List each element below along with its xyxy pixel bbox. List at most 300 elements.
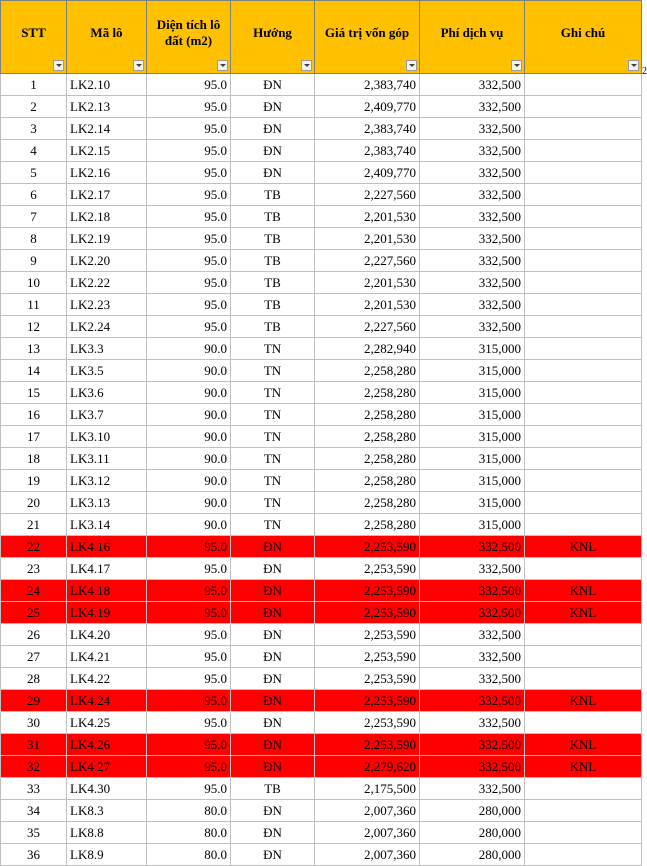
cell-dien-tich[interactable]: 95.0 bbox=[147, 646, 231, 668]
cell-gia-tri[interactable]: 2,007,360 bbox=[315, 800, 420, 822]
cell-stt[interactable]: 36 bbox=[1, 844, 67, 866]
cell-ma-lo[interactable]: LK4.27 bbox=[67, 756, 147, 778]
cell-stt[interactable]: 18 bbox=[1, 448, 67, 470]
cell-gia-tri[interactable]: 2,258,280 bbox=[315, 470, 420, 492]
cell-phi[interactable]: 315,000 bbox=[420, 448, 525, 470]
cell-dien-tich[interactable]: 95.0 bbox=[147, 294, 231, 316]
cell-gia-tri[interactable]: 2,227,560 bbox=[315, 316, 420, 338]
cell-ghi-chu[interactable] bbox=[525, 382, 642, 404]
cell-ma-lo[interactable]: LK2.19 bbox=[67, 228, 147, 250]
cell-huong[interactable]: ĐN bbox=[231, 140, 315, 162]
cell-dien-tich[interactable]: 90.0 bbox=[147, 448, 231, 470]
cell-dien-tich[interactable]: 90.0 bbox=[147, 360, 231, 382]
cell-huong[interactable]: TB bbox=[231, 206, 315, 228]
cell-ghi-chu[interactable] bbox=[525, 558, 642, 580]
cell-huong[interactable]: ĐN bbox=[231, 558, 315, 580]
cell-stt[interactable]: 10 bbox=[1, 272, 67, 294]
cell-gia-tri[interactable]: 2,201,530 bbox=[315, 206, 420, 228]
filter-dropdown-icon[interactable] bbox=[133, 60, 144, 71]
cell-stt[interactable]: 13 bbox=[1, 338, 67, 360]
table-row bbox=[1, 272, 642, 294]
cell-ma-lo[interactable]: LK4.25 bbox=[67, 712, 147, 734]
cell-ghi-chu[interactable] bbox=[525, 822, 642, 844]
cell-dien-tich[interactable]: 95.0 bbox=[147, 250, 231, 272]
cell-stt[interactable]: 32 bbox=[1, 756, 67, 778]
cell-gia-tri[interactable]: 2,409,770 bbox=[315, 96, 420, 118]
cell-stt[interactable]: 19 bbox=[1, 470, 67, 492]
cell-gia-tri[interactable]: 2,253,590 bbox=[315, 558, 420, 580]
cell-phi[interactable]: 332,500 bbox=[420, 162, 525, 184]
cell-ma-lo[interactable]: LK3.3 bbox=[67, 338, 147, 360]
cell-ghi-chu[interactable]: KNL bbox=[525, 734, 642, 756]
cell-stt[interactable]: 2 bbox=[1, 96, 67, 118]
cell-huong[interactable]: TN bbox=[231, 404, 315, 426]
table-row bbox=[1, 448, 642, 470]
cell-dien-tich[interactable]: 95.0 bbox=[147, 668, 231, 690]
cell-gia-tri[interactable]: 2,253,590 bbox=[315, 690, 420, 712]
edge-marker: 2 bbox=[642, 66, 647, 77]
cell-dien-tich[interactable]: 95.0 bbox=[147, 580, 231, 602]
cell-phi[interactable]: 332,500 bbox=[420, 602, 525, 624]
cell-ma-lo[interactable]: LK8.3 bbox=[67, 800, 147, 822]
cell-dien-tich[interactable]: 90.0 bbox=[147, 426, 231, 448]
cell-dien-tich[interactable]: 95.0 bbox=[147, 96, 231, 118]
cell-phi[interactable]: 332,500 bbox=[420, 668, 525, 690]
table-row bbox=[1, 492, 642, 514]
cell-gia-tri[interactable]: 2,258,280 bbox=[315, 448, 420, 470]
cell-phi[interactable]: 315,000 bbox=[420, 514, 525, 536]
cell-huong[interactable]: ĐN bbox=[231, 800, 315, 822]
cell-ma-lo[interactable]: LK3.12 bbox=[67, 470, 147, 492]
cell-huong[interactable]: TN bbox=[231, 492, 315, 514]
cell-phi[interactable]: 332,500 bbox=[420, 140, 525, 162]
cell-dien-tich[interactable]: 95.0 bbox=[147, 316, 231, 338]
filter-dropdown-icon[interactable] bbox=[301, 60, 312, 71]
cell-ghi-chu[interactable] bbox=[525, 712, 642, 734]
cell-phi[interactable]: 332,500 bbox=[420, 778, 525, 800]
cell-stt[interactable]: 4 bbox=[1, 140, 67, 162]
cell-dien-tich[interactable]: 95.0 bbox=[147, 74, 231, 96]
cell-ma-lo[interactable]: LK3.6 bbox=[67, 382, 147, 404]
cell-gia-tri[interactable]: 2,253,590 bbox=[315, 668, 420, 690]
cell-ma-lo[interactable]: LK3.13 bbox=[67, 492, 147, 514]
cell-huong[interactable]: TB bbox=[231, 294, 315, 316]
cell-ma-lo[interactable]: LK4.24 bbox=[67, 690, 147, 712]
table-row bbox=[1, 382, 642, 404]
cell-ghi-chu[interactable] bbox=[525, 470, 642, 492]
cell-phi[interactable]: 332,500 bbox=[420, 580, 525, 602]
cell-ma-lo[interactable]: LK3.11 bbox=[67, 448, 147, 470]
header-ghi-chu bbox=[525, 1, 642, 74]
cell-phi[interactable]: 332,500 bbox=[420, 96, 525, 118]
cell-phi[interactable]: 280,000 bbox=[420, 822, 525, 844]
cell-ghi-chu[interactable] bbox=[525, 778, 642, 800]
cell-ma-lo[interactable]: LK2.16 bbox=[67, 162, 147, 184]
cell-stt[interactable]: 5 bbox=[1, 162, 67, 184]
table-row bbox=[1, 558, 642, 580]
cell-ma-lo[interactable]: LK4.17 bbox=[67, 558, 147, 580]
cell-ghi-chu[interactable] bbox=[525, 448, 642, 470]
cell-ghi-chu[interactable] bbox=[525, 316, 642, 338]
cell-ma-lo[interactable]: LK4.26 bbox=[67, 734, 147, 756]
cell-huong[interactable]: TN bbox=[231, 448, 315, 470]
cell-phi[interactable]: 332,500 bbox=[420, 316, 525, 338]
cell-stt[interactable]: 27 bbox=[1, 646, 67, 668]
cell-huong[interactable]: TN bbox=[231, 382, 315, 404]
cell-ghi-chu[interactable] bbox=[525, 338, 642, 360]
cell-stt[interactable]: 7 bbox=[1, 206, 67, 228]
cell-huong[interactable]: ĐN bbox=[231, 624, 315, 646]
cell-stt[interactable]: 14 bbox=[1, 360, 67, 382]
cell-phi[interactable]: 332,500 bbox=[420, 756, 525, 778]
cell-stt[interactable]: 6 bbox=[1, 184, 67, 206]
cell-gia-tri[interactable]: 2,253,590 bbox=[315, 624, 420, 646]
cell-huong[interactable]: TB bbox=[231, 316, 315, 338]
filter-dropdown-icon[interactable] bbox=[628, 60, 639, 71]
cell-dien-tich[interactable]: 95.0 bbox=[147, 272, 231, 294]
table-row bbox=[1, 690, 642, 712]
cell-stt[interactable]: 31 bbox=[1, 734, 67, 756]
cell-gia-tri[interactable]: 2,258,280 bbox=[315, 514, 420, 536]
cell-stt[interactable]: 3 bbox=[1, 118, 67, 140]
cell-huong[interactable]: TN bbox=[231, 470, 315, 492]
header-huong bbox=[231, 1, 315, 74]
cell-ma-lo[interactable]: LK4.22 bbox=[67, 668, 147, 690]
cell-phi[interactable]: 332,500 bbox=[420, 206, 525, 228]
filter-dropdown-icon[interactable] bbox=[217, 60, 228, 71]
cell-ghi-chu[interactable]: KNL bbox=[525, 580, 642, 602]
filter-dropdown-icon[interactable] bbox=[53, 60, 64, 71]
cell-gia-tri[interactable]: 2,258,280 bbox=[315, 404, 420, 426]
cell-dien-tich[interactable]: 95.0 bbox=[147, 118, 231, 140]
cell-huong[interactable]: TN bbox=[231, 338, 315, 360]
cell-dien-tich[interactable]: 90.0 bbox=[147, 514, 231, 536]
cell-phi[interactable]: 315,000 bbox=[420, 426, 525, 448]
cell-phi[interactable]: 315,000 bbox=[420, 492, 525, 514]
cell-ghi-chu[interactable] bbox=[525, 800, 642, 822]
cell-dien-tich[interactable]: 80.0 bbox=[147, 844, 231, 866]
cell-gia-tri[interactable]: 2,253,590 bbox=[315, 536, 420, 558]
cell-stt[interactable]: 1 bbox=[1, 74, 67, 96]
cell-dien-tich[interactable]: 95.0 bbox=[147, 558, 231, 580]
cell-ma-lo[interactable]: LK4.18 bbox=[67, 580, 147, 602]
cell-stt[interactable]: 35 bbox=[1, 822, 67, 844]
cell-gia-tri[interactable]: 2,253,590 bbox=[315, 734, 420, 756]
cell-phi[interactable]: 332,500 bbox=[420, 712, 525, 734]
cell-gia-tri[interactable]: 2,007,360 bbox=[315, 822, 420, 844]
cell-gia-tri[interactable]: 2,282,940 bbox=[315, 338, 420, 360]
cell-ghi-chu[interactable] bbox=[525, 844, 642, 866]
cell-huong[interactable]: ĐN bbox=[231, 162, 315, 184]
cell-gia-tri[interactable]: 2,175,500 bbox=[315, 778, 420, 800]
header-gia-tri-label: Giá trị vốn góp bbox=[324, 25, 410, 40]
cell-ghi-chu[interactable] bbox=[525, 404, 642, 426]
cell-ma-lo[interactable]: LK3.5 bbox=[67, 360, 147, 382]
header-ma-lo-label: Mã lô bbox=[90, 25, 123, 40]
cell-ghi-chu[interactable] bbox=[525, 118, 642, 140]
cell-gia-tri[interactable]: 2,201,530 bbox=[315, 228, 420, 250]
cell-gia-tri[interactable]: 2,258,280 bbox=[315, 382, 420, 404]
cell-gia-tri[interactable]: 2,227,560 bbox=[315, 250, 420, 272]
cell-ma-lo[interactable]: LK2.17 bbox=[67, 184, 147, 206]
cell-ma-lo[interactable]: LK2.23 bbox=[67, 294, 147, 316]
cell-dien-tich[interactable]: 95.0 bbox=[147, 228, 231, 250]
cell-ghi-chu[interactable] bbox=[525, 74, 642, 96]
cell-ghi-chu[interactable] bbox=[525, 294, 642, 316]
cell-gia-tri[interactable]: 2,383,740 bbox=[315, 118, 420, 140]
cell-ma-lo[interactable]: LK4.21 bbox=[67, 646, 147, 668]
cell-gia-tri[interactable]: 2,253,590 bbox=[315, 580, 420, 602]
cell-gia-tri[interactable]: 2,201,530 bbox=[315, 272, 420, 294]
cell-dien-tich[interactable]: 95.0 bbox=[147, 206, 231, 228]
cell-phi[interactable]: 280,000 bbox=[420, 844, 525, 866]
cell-gia-tri[interactable]: 2,007,360 bbox=[315, 844, 420, 866]
cell-phi[interactable]: 332,500 bbox=[420, 74, 525, 96]
cell-phi[interactable]: 332,500 bbox=[420, 118, 525, 140]
cell-ma-lo[interactable]: LK4.19 bbox=[67, 602, 147, 624]
header-gia-tri bbox=[315, 1, 420, 74]
cell-phi[interactable]: 315,000 bbox=[420, 404, 525, 426]
cell-ghi-chu[interactable]: KNL bbox=[525, 756, 642, 778]
cell-ghi-chu[interactable] bbox=[525, 228, 642, 250]
header-stt bbox=[1, 1, 67, 74]
table-row bbox=[1, 250, 642, 272]
cell-dien-tich[interactable]: 95.0 bbox=[147, 712, 231, 734]
table-row bbox=[1, 316, 642, 338]
cell-phi[interactable]: 332,500 bbox=[420, 646, 525, 668]
cell-phi[interactable]: 315,000 bbox=[420, 470, 525, 492]
header-dien-tich-line1: Diện tích lô bbox=[156, 17, 221, 32]
cell-phi[interactable]: 315,000 bbox=[420, 360, 525, 382]
cell-huong[interactable]: TB bbox=[231, 778, 315, 800]
cell-huong[interactable]: ĐN bbox=[231, 822, 315, 844]
table-row bbox=[1, 140, 642, 162]
table-row bbox=[1, 360, 642, 382]
cell-stt[interactable]: 9 bbox=[1, 250, 67, 272]
table-row bbox=[1, 624, 642, 646]
cell-ghi-chu[interactable] bbox=[525, 250, 642, 272]
cell-dien-tich[interactable]: 95.0 bbox=[147, 140, 231, 162]
table-row bbox=[1, 118, 642, 140]
header-ma-lo bbox=[67, 1, 147, 74]
cell-gia-tri[interactable]: 2,258,280 bbox=[315, 426, 420, 448]
table-row bbox=[1, 162, 642, 184]
cell-stt[interactable]: 11 bbox=[1, 294, 67, 316]
table-row bbox=[1, 712, 642, 734]
cell-huong[interactable]: ĐN bbox=[231, 96, 315, 118]
cell-dien-tich[interactable]: 90.0 bbox=[147, 338, 231, 360]
cell-stt[interactable]: 29 bbox=[1, 690, 67, 712]
cell-gia-tri[interactable]: 2,227,560 bbox=[315, 184, 420, 206]
table-row bbox=[1, 844, 642, 866]
cell-stt[interactable]: 20 bbox=[1, 492, 67, 514]
cell-dien-tich[interactable]: 80.0 bbox=[147, 800, 231, 822]
cell-ma-lo[interactable]: LK2.20 bbox=[67, 250, 147, 272]
cell-huong[interactable]: TN bbox=[231, 426, 315, 448]
filter-dropdown-icon[interactable] bbox=[511, 60, 522, 71]
cell-stt[interactable]: 30 bbox=[1, 712, 67, 734]
cell-huong[interactable]: ĐN bbox=[231, 536, 315, 558]
cell-phi[interactable]: 332,500 bbox=[420, 558, 525, 580]
cell-dien-tich[interactable]: 95.0 bbox=[147, 778, 231, 800]
cell-dien-tich[interactable]: 90.0 bbox=[147, 404, 231, 426]
cell-phi[interactable]: 332,500 bbox=[420, 536, 525, 558]
cell-stt[interactable]: 25 bbox=[1, 602, 67, 624]
table-row bbox=[1, 426, 642, 448]
cell-phi[interactable]: 315,000 bbox=[420, 338, 525, 360]
cell-dien-tich[interactable]: 90.0 bbox=[147, 382, 231, 404]
cell-huong[interactable]: ĐN bbox=[231, 118, 315, 140]
cell-gia-tri[interactable]: 2,383,740 bbox=[315, 140, 420, 162]
header-dien-tich-line2: đất (m2) bbox=[164, 33, 213, 48]
cell-huong[interactable]: ĐN bbox=[231, 580, 315, 602]
cell-ma-lo[interactable]: LK2.24 bbox=[67, 316, 147, 338]
cell-ma-lo[interactable]: LK4.20 bbox=[67, 624, 147, 646]
cell-ghi-chu[interactable] bbox=[525, 514, 642, 536]
cell-ghi-chu[interactable] bbox=[525, 668, 642, 690]
cell-stt[interactable]: 16 bbox=[1, 404, 67, 426]
cell-ma-lo[interactable]: LK2.18 bbox=[67, 206, 147, 228]
cell-ghi-chu[interactable] bbox=[525, 624, 642, 646]
header-stt-label: STT bbox=[21, 25, 46, 40]
cell-dien-tich[interactable]: 95.0 bbox=[147, 602, 231, 624]
cell-ghi-chu[interactable] bbox=[525, 206, 642, 228]
table-row bbox=[1, 646, 642, 668]
cell-gia-tri[interactable]: 2,258,280 bbox=[315, 360, 420, 382]
cell-dien-tich[interactable]: 90.0 bbox=[147, 470, 231, 492]
cell-gia-tri[interactable]: 2,201,530 bbox=[315, 294, 420, 316]
cell-phi[interactable]: 315,000 bbox=[420, 382, 525, 404]
cell-stt[interactable]: 17 bbox=[1, 426, 67, 448]
cell-dien-tich[interactable]: 95.0 bbox=[147, 184, 231, 206]
cell-ghi-chu[interactable] bbox=[525, 140, 642, 162]
cell-huong[interactable]: ĐN bbox=[231, 712, 315, 734]
cell-phi[interactable]: 332,500 bbox=[420, 184, 525, 206]
header-row bbox=[1, 1, 642, 74]
cell-stt[interactable]: 34 bbox=[1, 800, 67, 822]
cell-stt[interactable]: 33 bbox=[1, 778, 67, 800]
cell-huong[interactable]: ĐN bbox=[231, 74, 315, 96]
cell-ma-lo[interactable]: LK3.14 bbox=[67, 514, 147, 536]
cell-phi[interactable]: 332,500 bbox=[420, 228, 525, 250]
cell-ma-lo[interactable]: LK2.10 bbox=[67, 74, 147, 96]
cell-huong[interactable]: ĐN bbox=[231, 844, 315, 866]
table-row bbox=[1, 778, 642, 800]
cell-phi[interactable]: 280,000 bbox=[420, 800, 525, 822]
cell-ma-lo[interactable]: LK8.8 bbox=[67, 822, 147, 844]
cell-stt[interactable]: 22 bbox=[1, 536, 67, 558]
cell-gia-tri[interactable]: 2,253,590 bbox=[315, 646, 420, 668]
cell-ghi-chu[interactable]: KNL bbox=[525, 602, 642, 624]
cell-gia-tri[interactable]: 2,409,770 bbox=[315, 162, 420, 184]
cell-stt[interactable]: 12 bbox=[1, 316, 67, 338]
filter-dropdown-icon[interactable] bbox=[406, 60, 417, 71]
cell-gia-tri[interactable]: 2,253,590 bbox=[315, 602, 420, 624]
cell-huong[interactable]: ĐN bbox=[231, 668, 315, 690]
cell-dien-tich[interactable]: 95.0 bbox=[147, 624, 231, 646]
cell-gia-tri[interactable]: 2,258,280 bbox=[315, 492, 420, 514]
table-row bbox=[1, 734, 642, 756]
cell-huong[interactable]: TN bbox=[231, 360, 315, 382]
cell-ghi-chu[interactable] bbox=[525, 646, 642, 668]
cell-stt[interactable]: 24 bbox=[1, 580, 67, 602]
cell-dien-tich[interactable]: 95.0 bbox=[147, 734, 231, 756]
cell-phi[interactable]: 332,500 bbox=[420, 624, 525, 646]
cell-ma-lo[interactable]: LK2.13 bbox=[67, 96, 147, 118]
table-row bbox=[1, 580, 642, 602]
cell-phi[interactable]: 332,500 bbox=[420, 250, 525, 272]
cell-dien-tich[interactable]: 95.0 bbox=[147, 162, 231, 184]
cell-ghi-chu[interactable]: KNL bbox=[525, 690, 642, 712]
cell-huong[interactable]: TN bbox=[231, 514, 315, 536]
cell-stt[interactable]: 28 bbox=[1, 668, 67, 690]
table-row bbox=[1, 338, 642, 360]
cell-ma-lo[interactable]: LK4.30 bbox=[67, 778, 147, 800]
cell-huong[interactable]: ĐN bbox=[231, 646, 315, 668]
cell-phi[interactable]: 332,500 bbox=[420, 734, 525, 756]
cell-ghi-chu[interactable]: KNL bbox=[525, 536, 642, 558]
cell-dien-tich[interactable]: 90.0 bbox=[147, 492, 231, 514]
cell-huong[interactable]: ĐN bbox=[231, 602, 315, 624]
cell-dien-tich[interactable]: 95.0 bbox=[147, 756, 231, 778]
cell-stt[interactable]: 26 bbox=[1, 624, 67, 646]
cell-dien-tich[interactable]: 80.0 bbox=[147, 822, 231, 844]
cell-stt[interactable]: 21 bbox=[1, 514, 67, 536]
cell-stt[interactable]: 15 bbox=[1, 382, 67, 404]
cell-ma-lo[interactable]: LK2.15 bbox=[67, 140, 147, 162]
header-ghi-chu-label: Ghi chú bbox=[560, 25, 606, 40]
cell-ma-lo[interactable]: LK3.7 bbox=[67, 404, 147, 426]
cell-huong[interactable]: TB bbox=[231, 184, 315, 206]
cell-stt[interactable]: 8 bbox=[1, 228, 67, 250]
cell-ghi-chu[interactable] bbox=[525, 426, 642, 448]
table-row bbox=[1, 184, 642, 206]
cell-ma-lo[interactable]: LK8.9 bbox=[67, 844, 147, 866]
cell-gia-tri[interactable]: 2,253,590 bbox=[315, 712, 420, 734]
cell-gia-tri[interactable]: 2,279,620 bbox=[315, 756, 420, 778]
cell-ma-lo[interactable]: LK2.22 bbox=[67, 272, 147, 294]
table-row bbox=[1, 822, 642, 844]
cell-stt[interactable]: 23 bbox=[1, 558, 67, 580]
table-row bbox=[1, 96, 642, 118]
table-row bbox=[1, 514, 642, 536]
cell-huong[interactable]: TB bbox=[231, 250, 315, 272]
cell-ghi-chu[interactable] bbox=[525, 96, 642, 118]
cell-ghi-chu[interactable] bbox=[525, 272, 642, 294]
cell-huong[interactable]: ĐN bbox=[231, 690, 315, 712]
cell-ghi-chu[interactable] bbox=[525, 184, 642, 206]
cell-ghi-chu[interactable] bbox=[525, 162, 642, 184]
header-phi bbox=[420, 1, 525, 74]
cell-ghi-chu[interactable] bbox=[525, 492, 642, 514]
cell-ma-lo[interactable]: LK3.10 bbox=[67, 426, 147, 448]
cell-phi[interactable]: 332,500 bbox=[420, 294, 525, 316]
table-row bbox=[1, 206, 642, 228]
cell-dien-tich[interactable]: 95.0 bbox=[147, 690, 231, 712]
cell-huong[interactable]: TB bbox=[231, 272, 315, 294]
table-body bbox=[1, 74, 642, 866]
cell-huong[interactable]: TB bbox=[231, 228, 315, 250]
cell-phi[interactable]: 332,500 bbox=[420, 690, 525, 712]
cell-ma-lo[interactable]: LK2.14 bbox=[67, 118, 147, 140]
cell-dien-tich[interactable]: 95.0 bbox=[147, 536, 231, 558]
cell-huong[interactable]: ĐN bbox=[231, 734, 315, 756]
cell-gia-tri[interactable]: 2,383,740 bbox=[315, 74, 420, 96]
cell-ma-lo[interactable]: LK4.16 bbox=[67, 536, 147, 558]
cell-huong[interactable]: ĐN bbox=[231, 756, 315, 778]
cell-ghi-chu[interactable] bbox=[525, 360, 642, 382]
cell-phi[interactable]: 332,500 bbox=[420, 272, 525, 294]
